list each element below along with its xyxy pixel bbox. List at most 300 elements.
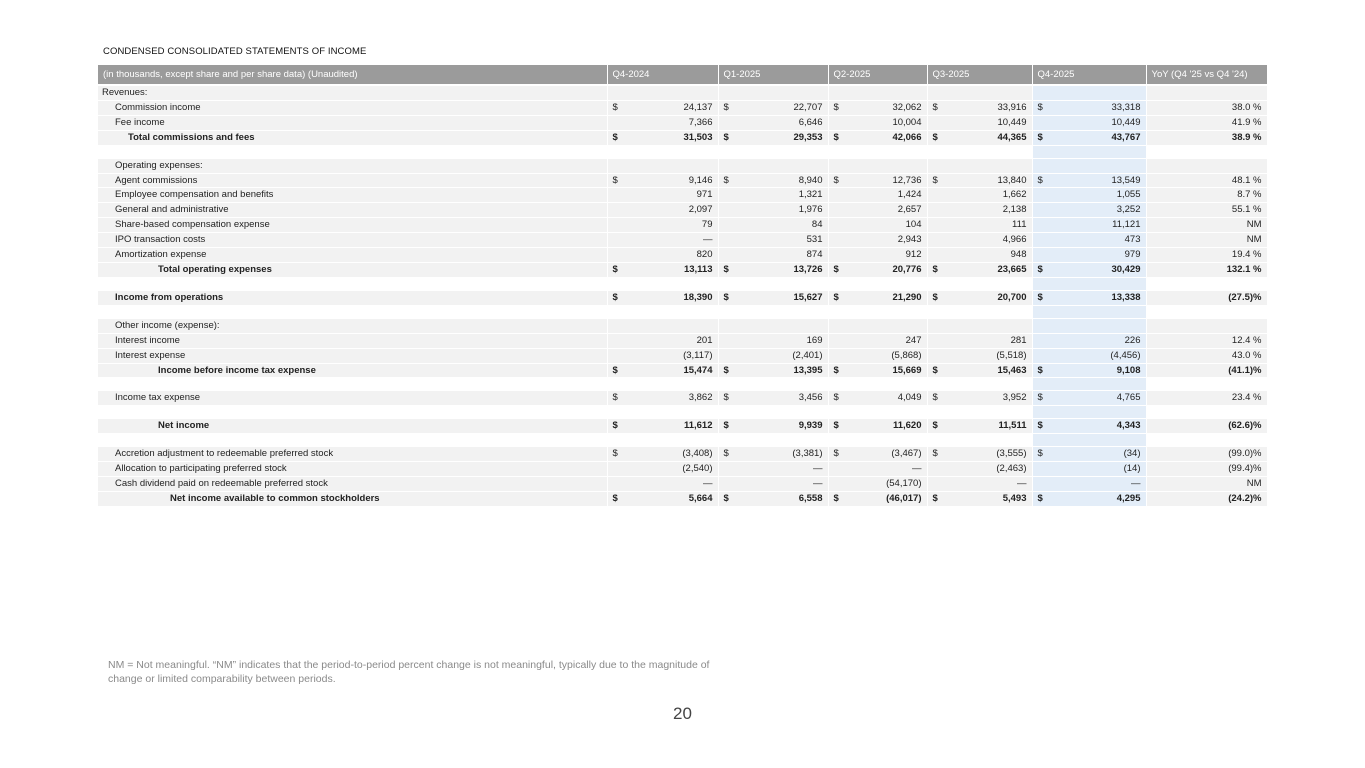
cell-value: 4,765 — [1116, 392, 1141, 404]
cell-value: — — [1131, 478, 1141, 490]
table-row — [98, 333, 1267, 348]
value-cell — [927, 419, 1032, 434]
cell-value: 20,700 — [997, 291, 1027, 303]
value-cell — [927, 462, 1032, 477]
row-label: Employee compensation and benefits — [98, 188, 607, 203]
currency-symbol: $ — [612, 492, 618, 504]
value-cell — [718, 333, 828, 348]
cell-value: (5,518) — [996, 349, 1027, 361]
row-label: Net income available to common stockholders — [98, 491, 607, 506]
table-row — [98, 419, 1267, 434]
value-cell — [718, 218, 828, 233]
header-period: Q1-2025 — [718, 65, 828, 85]
cell-value: 2,097 — [688, 204, 713, 216]
value-cell — [1032, 115, 1146, 130]
cell-value: (2,401) — [792, 349, 823, 361]
yoy-value: 38.9 % — [1146, 130, 1267, 145]
value-cell — [718, 248, 828, 263]
value-cell — [828, 218, 927, 233]
currency-symbol: $ — [1037, 174, 1043, 186]
currency-symbol: $ — [723, 263, 729, 275]
value-cell — [607, 203, 718, 218]
section-row — [98, 85, 1267, 100]
value-cell — [718, 130, 828, 145]
cell-value: 4,049 — [897, 392, 922, 404]
yoy-value: 23.4 % — [1146, 391, 1267, 406]
currency-symbol: $ — [932, 364, 938, 376]
value-cell — [718, 462, 828, 477]
value-cell — [1032, 391, 1146, 406]
yoy-value: 38.0 % — [1146, 100, 1267, 115]
cell-value: 971 — [696, 189, 713, 201]
cell-value: 3,952 — [1002, 392, 1027, 404]
row-label: Interest expense — [98, 348, 607, 363]
row-label: Operating expenses: — [98, 158, 607, 173]
yoy-value: (99.0)% — [1146, 447, 1267, 462]
value-cell — [1032, 233, 1146, 248]
yoy-value — [1146, 85, 1267, 100]
cell-value: (46,017) — [886, 492, 922, 504]
currency-symbol: $ — [612, 291, 618, 303]
currency-symbol: $ — [1037, 420, 1043, 432]
value-cell — [927, 491, 1032, 506]
value-cell — [607, 248, 718, 263]
row-label: IPO transaction costs — [98, 233, 607, 248]
value-cell — [828, 491, 927, 506]
cell-value: — — [813, 478, 823, 490]
value-cell — [1032, 188, 1146, 203]
cell-value: 11,121 — [1112, 219, 1141, 231]
cell-value: 33,916 — [997, 101, 1027, 113]
currency-symbol: $ — [833, 263, 839, 275]
cell-value: 10,004 — [892, 116, 922, 128]
cell-value: (3,408) — [682, 448, 713, 460]
cell-value: 4,295 — [1116, 492, 1141, 504]
value-cell — [607, 290, 718, 305]
cell-value: 2,657 — [897, 204, 922, 216]
value-cell — [828, 203, 927, 218]
currency-symbol: $ — [932, 131, 938, 143]
row-label: Share-based compensation expense — [98, 218, 607, 233]
row-label: Amortization expense — [98, 248, 607, 263]
cell-value: 874 — [806, 249, 823, 261]
value-cell — [927, 203, 1032, 218]
value-cell — [927, 333, 1032, 348]
header-period: Q4-2024 — [607, 65, 718, 85]
cell-value: 2,138 — [1002, 204, 1027, 216]
page-title: CONDENSED CONSOLIDATED STATEMENTS OF INCOME — [103, 46, 367, 57]
value-cell — [1032, 462, 1146, 477]
value-cell — [927, 318, 1032, 333]
value-cell — [718, 233, 828, 248]
table-row — [98, 491, 1267, 506]
currency-symbol: $ — [833, 174, 839, 186]
income-statement-table — [98, 65, 1268, 507]
value-cell — [828, 447, 927, 462]
value-cell — [927, 173, 1032, 188]
value-cell — [607, 318, 718, 333]
row-label: Cash dividend paid on redeemable preferred stock — [98, 477, 607, 492]
cell-value: 1,976 — [798, 204, 823, 216]
currency-symbol: $ — [723, 392, 729, 404]
value-cell — [1032, 203, 1146, 218]
value-cell — [607, 262, 718, 277]
value-cell — [607, 447, 718, 462]
row-label: Fee income — [98, 115, 607, 130]
row-label: Total operating expenses — [98, 262, 607, 277]
header-label: (in thousands, except share and per share data) (Unaudited) — [98, 65, 607, 85]
value-cell — [607, 462, 718, 477]
value-cell — [607, 233, 718, 248]
cell-value: 79 — [701, 219, 713, 231]
value-cell — [1032, 248, 1146, 263]
currency-symbol: $ — [932, 448, 938, 460]
table-header-row — [98, 65, 1267, 85]
cell-value: 5,493 — [1002, 492, 1027, 504]
value-cell — [607, 491, 718, 506]
cell-value: 33,318 — [1111, 101, 1141, 113]
header-period: Q4-2025 — [1032, 65, 1146, 85]
cell-value: 948 — [1010, 249, 1027, 261]
currency-symbol: $ — [833, 291, 839, 303]
currency-symbol: $ — [833, 448, 839, 460]
cell-value: — — [703, 478, 713, 490]
yoy-value: 41.9 % — [1146, 115, 1267, 130]
currency-symbol: $ — [612, 364, 618, 376]
cell-value: 15,463 — [997, 364, 1027, 376]
row-label: General and administrative — [98, 203, 607, 218]
value-cell — [1032, 158, 1146, 173]
header-yoy: YoY (Q4 '25 vs Q4 '24) — [1146, 65, 1267, 85]
page-number: 20 — [673, 704, 692, 723]
row-label: Income from operations — [98, 290, 607, 305]
value-cell — [718, 100, 828, 115]
value-cell — [828, 233, 927, 248]
currency-symbol: $ — [723, 364, 729, 376]
table-row — [98, 290, 1267, 305]
table-body — [98, 85, 1267, 506]
value-cell — [718, 419, 828, 434]
value-cell — [1032, 218, 1146, 233]
value-cell — [828, 462, 927, 477]
cell-value: 23,665 — [997, 263, 1027, 275]
value-cell — [828, 130, 927, 145]
table-row — [98, 477, 1267, 492]
value-cell — [927, 158, 1032, 173]
yoy-value: (41.1)% — [1146, 363, 1267, 378]
table-row — [98, 248, 1267, 263]
currency-symbol: $ — [723, 101, 729, 113]
value-cell — [828, 100, 927, 115]
cell-value: 32,062 — [892, 101, 922, 113]
value-cell — [1032, 348, 1146, 363]
cell-value: — — [912, 463, 922, 475]
value-cell — [718, 158, 828, 173]
yoy-value: 43.0 % — [1146, 348, 1267, 363]
cell-value: 3,862 — [688, 392, 713, 404]
cell-value: (3,555) — [996, 448, 1027, 460]
value-cell — [828, 115, 927, 130]
cell-value: 281 — [1010, 334, 1027, 346]
value-cell — [1032, 333, 1146, 348]
currency-symbol: $ — [612, 448, 618, 460]
cell-value: (3,117) — [683, 349, 713, 361]
row-label: Agent commissions — [98, 173, 607, 188]
value-cell — [828, 419, 927, 434]
yoy-value: 19.4 % — [1146, 248, 1267, 263]
currency-symbol: $ — [932, 101, 938, 113]
value-cell — [927, 290, 1032, 305]
row-label: Net income — [98, 419, 607, 434]
value-cell — [718, 290, 828, 305]
cell-value: 13,840 — [997, 174, 1027, 186]
table-row — [98, 130, 1267, 145]
value-cell — [607, 218, 718, 233]
yoy-value: 12.4 % — [1146, 333, 1267, 348]
cell-value: 8,940 — [798, 174, 823, 186]
value-cell — [718, 391, 828, 406]
value-cell — [1032, 447, 1146, 462]
cell-value: 10,449 — [1111, 116, 1141, 128]
table-row — [98, 447, 1267, 462]
cell-value: 31,503 — [683, 131, 713, 143]
value-cell — [828, 158, 927, 173]
value-cell — [1032, 262, 1146, 277]
value-cell — [927, 188, 1032, 203]
cell-value: 13,395 — [793, 364, 823, 376]
value-cell — [828, 333, 927, 348]
row-label: Commission income — [98, 100, 607, 115]
value-cell — [607, 391, 718, 406]
cell-value: (3,467) — [891, 448, 922, 460]
value-cell — [828, 348, 927, 363]
cell-value: 104 — [905, 219, 922, 231]
cell-value: 6,646 — [798, 116, 823, 128]
cell-value: 13,549 — [1111, 174, 1141, 186]
currency-symbol: $ — [723, 492, 729, 504]
cell-value: 42,066 — [892, 131, 922, 143]
yoy-value: NM — [1146, 218, 1267, 233]
cell-value: 4,966 — [1002, 234, 1027, 246]
cell-value: 30,429 — [1111, 263, 1141, 275]
value-cell — [927, 85, 1032, 100]
table-row — [98, 363, 1267, 378]
currency-symbol: $ — [1037, 492, 1043, 504]
value-cell — [927, 391, 1032, 406]
currency-symbol: $ — [612, 420, 618, 432]
row-label: Interest income — [98, 333, 607, 348]
table-row — [98, 218, 1267, 233]
currency-symbol: $ — [1037, 392, 1043, 404]
cell-value: 9,146 — [688, 174, 713, 186]
currency-symbol: $ — [932, 420, 938, 432]
value-cell — [718, 318, 828, 333]
cell-value: 1,055 — [1116, 189, 1141, 201]
yoy-value: 132.1 % — [1146, 262, 1267, 277]
currency-symbol: $ — [723, 174, 729, 186]
currency-symbol: $ — [932, 492, 938, 504]
value-cell — [1032, 318, 1146, 333]
value-cell — [927, 447, 1032, 462]
cell-value: 15,669 — [892, 364, 922, 376]
cell-value: 44,365 — [997, 131, 1027, 143]
currency-symbol: $ — [1037, 263, 1043, 275]
table-row — [98, 348, 1267, 363]
value-cell — [607, 188, 718, 203]
value-cell — [607, 100, 718, 115]
currency-symbol: $ — [833, 101, 839, 113]
cell-value: 24,137 — [683, 101, 713, 113]
row-label: Income before income tax expense — [98, 363, 607, 378]
value-cell — [718, 262, 828, 277]
value-cell — [718, 363, 828, 378]
cell-value: 3,456 — [798, 392, 823, 404]
currency-symbol: $ — [723, 420, 729, 432]
value-cell — [607, 477, 718, 492]
currency-symbol: $ — [1037, 448, 1043, 460]
table-row — [98, 115, 1267, 130]
value-cell — [828, 188, 927, 203]
cell-value: 9,108 — [1116, 364, 1141, 376]
cell-value: 18,390 — [683, 291, 713, 303]
value-cell — [607, 333, 718, 348]
currency-symbol: $ — [1037, 101, 1043, 113]
row-label: Accretion adjustment to redeemable preferred stock — [98, 447, 607, 462]
value-cell — [1032, 130, 1146, 145]
currency-symbol: $ — [612, 101, 618, 113]
cell-value: 11,620 — [892, 420, 922, 432]
currency-symbol: $ — [612, 131, 618, 143]
cell-value: 979 — [1124, 249, 1141, 261]
value-cell — [1032, 100, 1146, 115]
table-row — [98, 173, 1267, 188]
cell-value: 247 — [905, 334, 922, 346]
yoy-value: 8.7 % — [1146, 188, 1267, 203]
cell-value: 11,511 — [998, 420, 1027, 432]
value-cell — [828, 173, 927, 188]
value-cell — [927, 348, 1032, 363]
value-cell — [718, 491, 828, 506]
currency-symbol: $ — [833, 364, 839, 376]
header-period: Q2-2025 — [828, 65, 927, 85]
cell-value: 2,943 — [897, 234, 922, 246]
value-cell — [718, 115, 828, 130]
value-cell — [607, 173, 718, 188]
value-cell — [927, 130, 1032, 145]
table-row — [98, 203, 1267, 218]
currency-symbol: $ — [932, 263, 938, 275]
table-row — [98, 462, 1267, 477]
yoy-value — [1146, 158, 1267, 173]
cell-value: 29,353 — [793, 131, 823, 143]
value-cell — [1032, 290, 1146, 305]
yoy-value: (62.6)% — [1146, 419, 1267, 434]
currency-symbol: $ — [932, 291, 938, 303]
currency-symbol: $ — [612, 263, 618, 275]
yoy-value: 48.1 % — [1146, 173, 1267, 188]
yoy-value — [1146, 318, 1267, 333]
value-cell — [607, 363, 718, 378]
footnote: NM = Not meaningful. “NM” indicates that the period-to-period percent change is not meaningful, typically due to the magnitude of change or limited comparability between periods. — [108, 659, 710, 685]
cell-value: 43,767 — [1111, 131, 1141, 143]
cell-value: (4,456) — [1110, 349, 1141, 361]
value-cell — [927, 262, 1032, 277]
currency-symbol: $ — [833, 392, 839, 404]
row-label: Other income (expense): — [98, 318, 607, 333]
cell-value: 7,366 — [688, 116, 713, 128]
value-cell — [1032, 419, 1146, 434]
row-label: Revenues: — [98, 85, 607, 100]
cell-value: 11,612 — [683, 420, 713, 432]
cell-value: 1,424 — [897, 189, 922, 201]
cell-value: (54,170) — [886, 478, 922, 490]
table-row — [98, 100, 1267, 115]
row-label: Total commissions and fees — [98, 130, 607, 145]
yoy-value: (24.2)% — [1146, 491, 1267, 506]
value-cell — [828, 363, 927, 378]
cell-value: 21,290 — [892, 291, 922, 303]
value-cell — [828, 85, 927, 100]
value-cell — [607, 419, 718, 434]
value-cell — [927, 115, 1032, 130]
cell-value: 20,776 — [892, 263, 922, 275]
value-cell — [828, 262, 927, 277]
currency-symbol: $ — [612, 392, 618, 404]
value-cell — [1032, 363, 1146, 378]
table-row — [98, 391, 1267, 406]
cell-value: 201 — [696, 334, 713, 346]
cell-value: (2,463) — [996, 463, 1027, 475]
value-cell — [607, 130, 718, 145]
cell-value: 169 — [806, 334, 823, 346]
spacer-row — [98, 406, 1267, 419]
spacer-row — [98, 378, 1267, 391]
cell-value: 111 — [1012, 219, 1027, 231]
currency-symbol: $ — [723, 131, 729, 143]
value-cell — [1032, 477, 1146, 492]
cell-value: 10,449 — [997, 116, 1027, 128]
cell-value: (2,540) — [682, 463, 713, 475]
value-cell — [718, 348, 828, 363]
cell-value: (5,868) — [891, 349, 922, 361]
value-cell — [1032, 85, 1146, 100]
cell-value: (14) — [1123, 463, 1141, 475]
cell-value: 13,726 — [793, 263, 823, 275]
cell-value: 13,338 — [1111, 291, 1141, 303]
value-cell — [718, 85, 828, 100]
cell-value: 84 — [811, 219, 823, 231]
cell-value: 226 — [1124, 334, 1141, 346]
value-cell — [927, 477, 1032, 492]
value-cell — [927, 100, 1032, 115]
value-cell — [718, 188, 828, 203]
value-cell — [828, 391, 927, 406]
currency-symbol: $ — [932, 174, 938, 186]
value-cell — [828, 248, 927, 263]
cell-value: 3,252 — [1116, 204, 1141, 216]
currency-symbol: $ — [1037, 291, 1043, 303]
currency-symbol: $ — [1037, 364, 1043, 376]
value-cell — [718, 173, 828, 188]
currency-symbol: $ — [833, 492, 839, 504]
spacer-row — [98, 277, 1267, 290]
cell-value: (3,381) — [792, 448, 823, 460]
value-cell — [607, 115, 718, 130]
currency-symbol: $ — [612, 174, 618, 186]
value-cell — [1032, 173, 1146, 188]
value-cell — [718, 477, 828, 492]
cell-value: 9,939 — [798, 420, 823, 432]
